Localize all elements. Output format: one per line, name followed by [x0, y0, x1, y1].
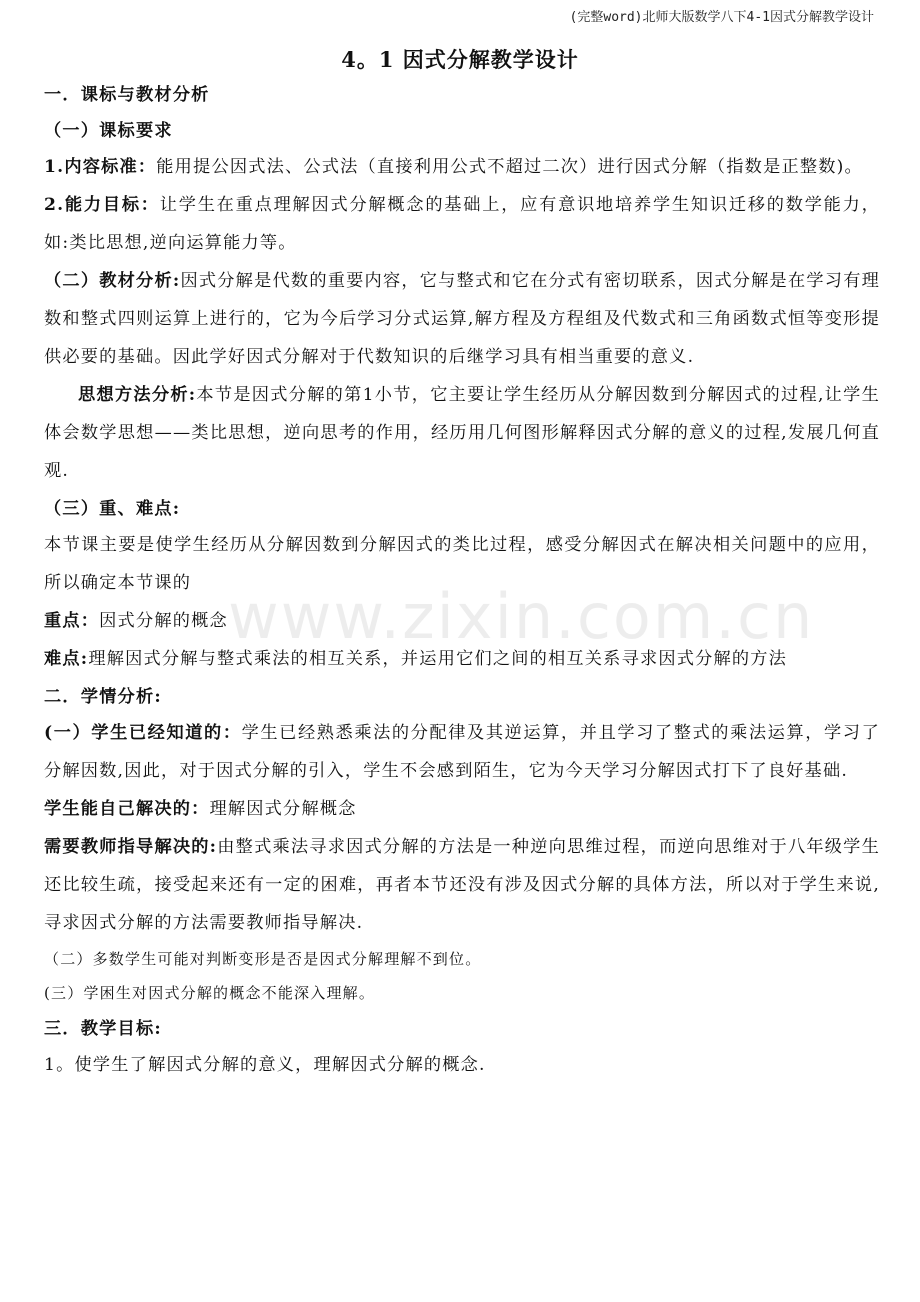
paragraph-difficult-point	[44, 640, 880, 678]
paragraph-students-know	[44, 714, 880, 790]
key-point-text: 因式分解的概念	[99, 611, 228, 631]
paragraph-note-2: （二）多数学生可能对判断变形是否是因式分解理解不到位。	[44, 950, 482, 968]
section-heading-3: 三．教学目标:	[44, 1019, 162, 1039]
content-standard-text: 能用提公因式法、公式法（直接利用公式不超过二次）进行因式分解（指数是正整数)。	[156, 157, 863, 177]
ability-goal-text: 让学生在重点理解因式分解概念的基础上，应有意识地培养学生知识迁移的数学能力，如:类比思想,逆向运算能力等。	[44, 195, 881, 253]
section-heading-1: 一．课标与教材分析	[44, 85, 210, 105]
teacher-guide-label: 需要教师指导解决的:	[44, 837, 218, 857]
section-heading-2: 二．学情分析:	[44, 687, 162, 707]
paragraph-key-point	[44, 602, 880, 640]
paragraph-self-solve	[44, 790, 880, 828]
paragraph-goal-1: 1。使学生了解因式分解的意义，理解因式分解的概念.	[44, 1055, 486, 1075]
subsection-heading-standards: （一）课标要求	[44, 121, 173, 141]
method-analysis-text: 本节是因式分解的第1小节，它主要让学生经历从分解因数到分解因式的过程,让学生体会数学思想——类比思想，逆向思考的作用，经历用几何图形解释因式分解的意义的过程,发展几何直观.	[44, 385, 880, 481]
paragraph-key-intro: 本节课主要是使学生经历从分解因数到分解因式的类比过程，感受分解因式在解决相关问题中的应用， 所以确定本节课的	[44, 535, 880, 593]
textbook-analysis-text: 因式分解是代数的重要内容，它与整式和它在分式有密切联系，因式分解是在学习有理数和整式四则运算上进行的，它为今后学习分式运算,解方程及方程组及代数式和三角函数式恒等变形提供必要的基础。因此学好因式分解对于代数知识的后继学习具有相当重要的意义.	[44, 271, 880, 367]
paragraph-method-analysis	[44, 376, 880, 490]
paragraph-content-standard	[44, 148, 880, 186]
paragraph-teacher-guide	[44, 828, 880, 942]
students-know-label: (一）学生已经知道的：	[44, 723, 242, 743]
method-analysis-label: 思想方法分析:	[78, 385, 197, 405]
textbook-analysis-label: （二）教材分析:	[44, 271, 181, 291]
students-know-text: 学生已经熟悉乘法的分配律及其逆运算，并且学习了整式的乘法运算，学习了分解因数,因此，对于因式分解的引入，学生不会感到陌生，它为今天学习分解因式打下了良好基础.	[44, 723, 880, 781]
paragraph-note-3: (三）学困生对因式分解的概念不能深入理解。	[44, 984, 376, 1002]
watermark: www.zixin.com.cn	[228, 580, 815, 653]
teacher-guide-text: 由整式乘法寻求因式分解的方法是一种逆向思维过程，而逆向思维对于八年级学生还比较生疏，接受起来还有一定的困难，再者本节还没有涉及因式分解的具体方法，所以对于学生来说,寻求因式分解的方法需要教师指导解决.	[44, 837, 880, 933]
self-solve-text: 理解因式分解概念	[209, 799, 357, 819]
difficult-point-label: 难点:	[44, 649, 89, 669]
content-standard-label: 1.内容标准：	[44, 157, 157, 177]
document-header: (完整word)北师大版数学八下4-1因式分解教学设计	[569, 10, 874, 25]
subsection-heading-key-points: （三）重、难点:	[44, 499, 181, 519]
paragraph-ability-goal	[44, 186, 880, 262]
page-title: 4。1 因式分解教学设计	[341, 47, 579, 72]
difficult-point-text: 理解因式分解与整式乘法的相互关系，并运用它们之间的相互关系寻求因式分解的方法	[88, 649, 788, 669]
paragraph-textbook-analysis	[44, 262, 880, 376]
self-solve-label: 学生能自己解决的：	[44, 799, 210, 819]
key-point-label: 重点：	[44, 611, 100, 631]
document-body	[44, 76, 880, 1084]
ability-goal-label: 2.能力目标：	[44, 195, 160, 215]
